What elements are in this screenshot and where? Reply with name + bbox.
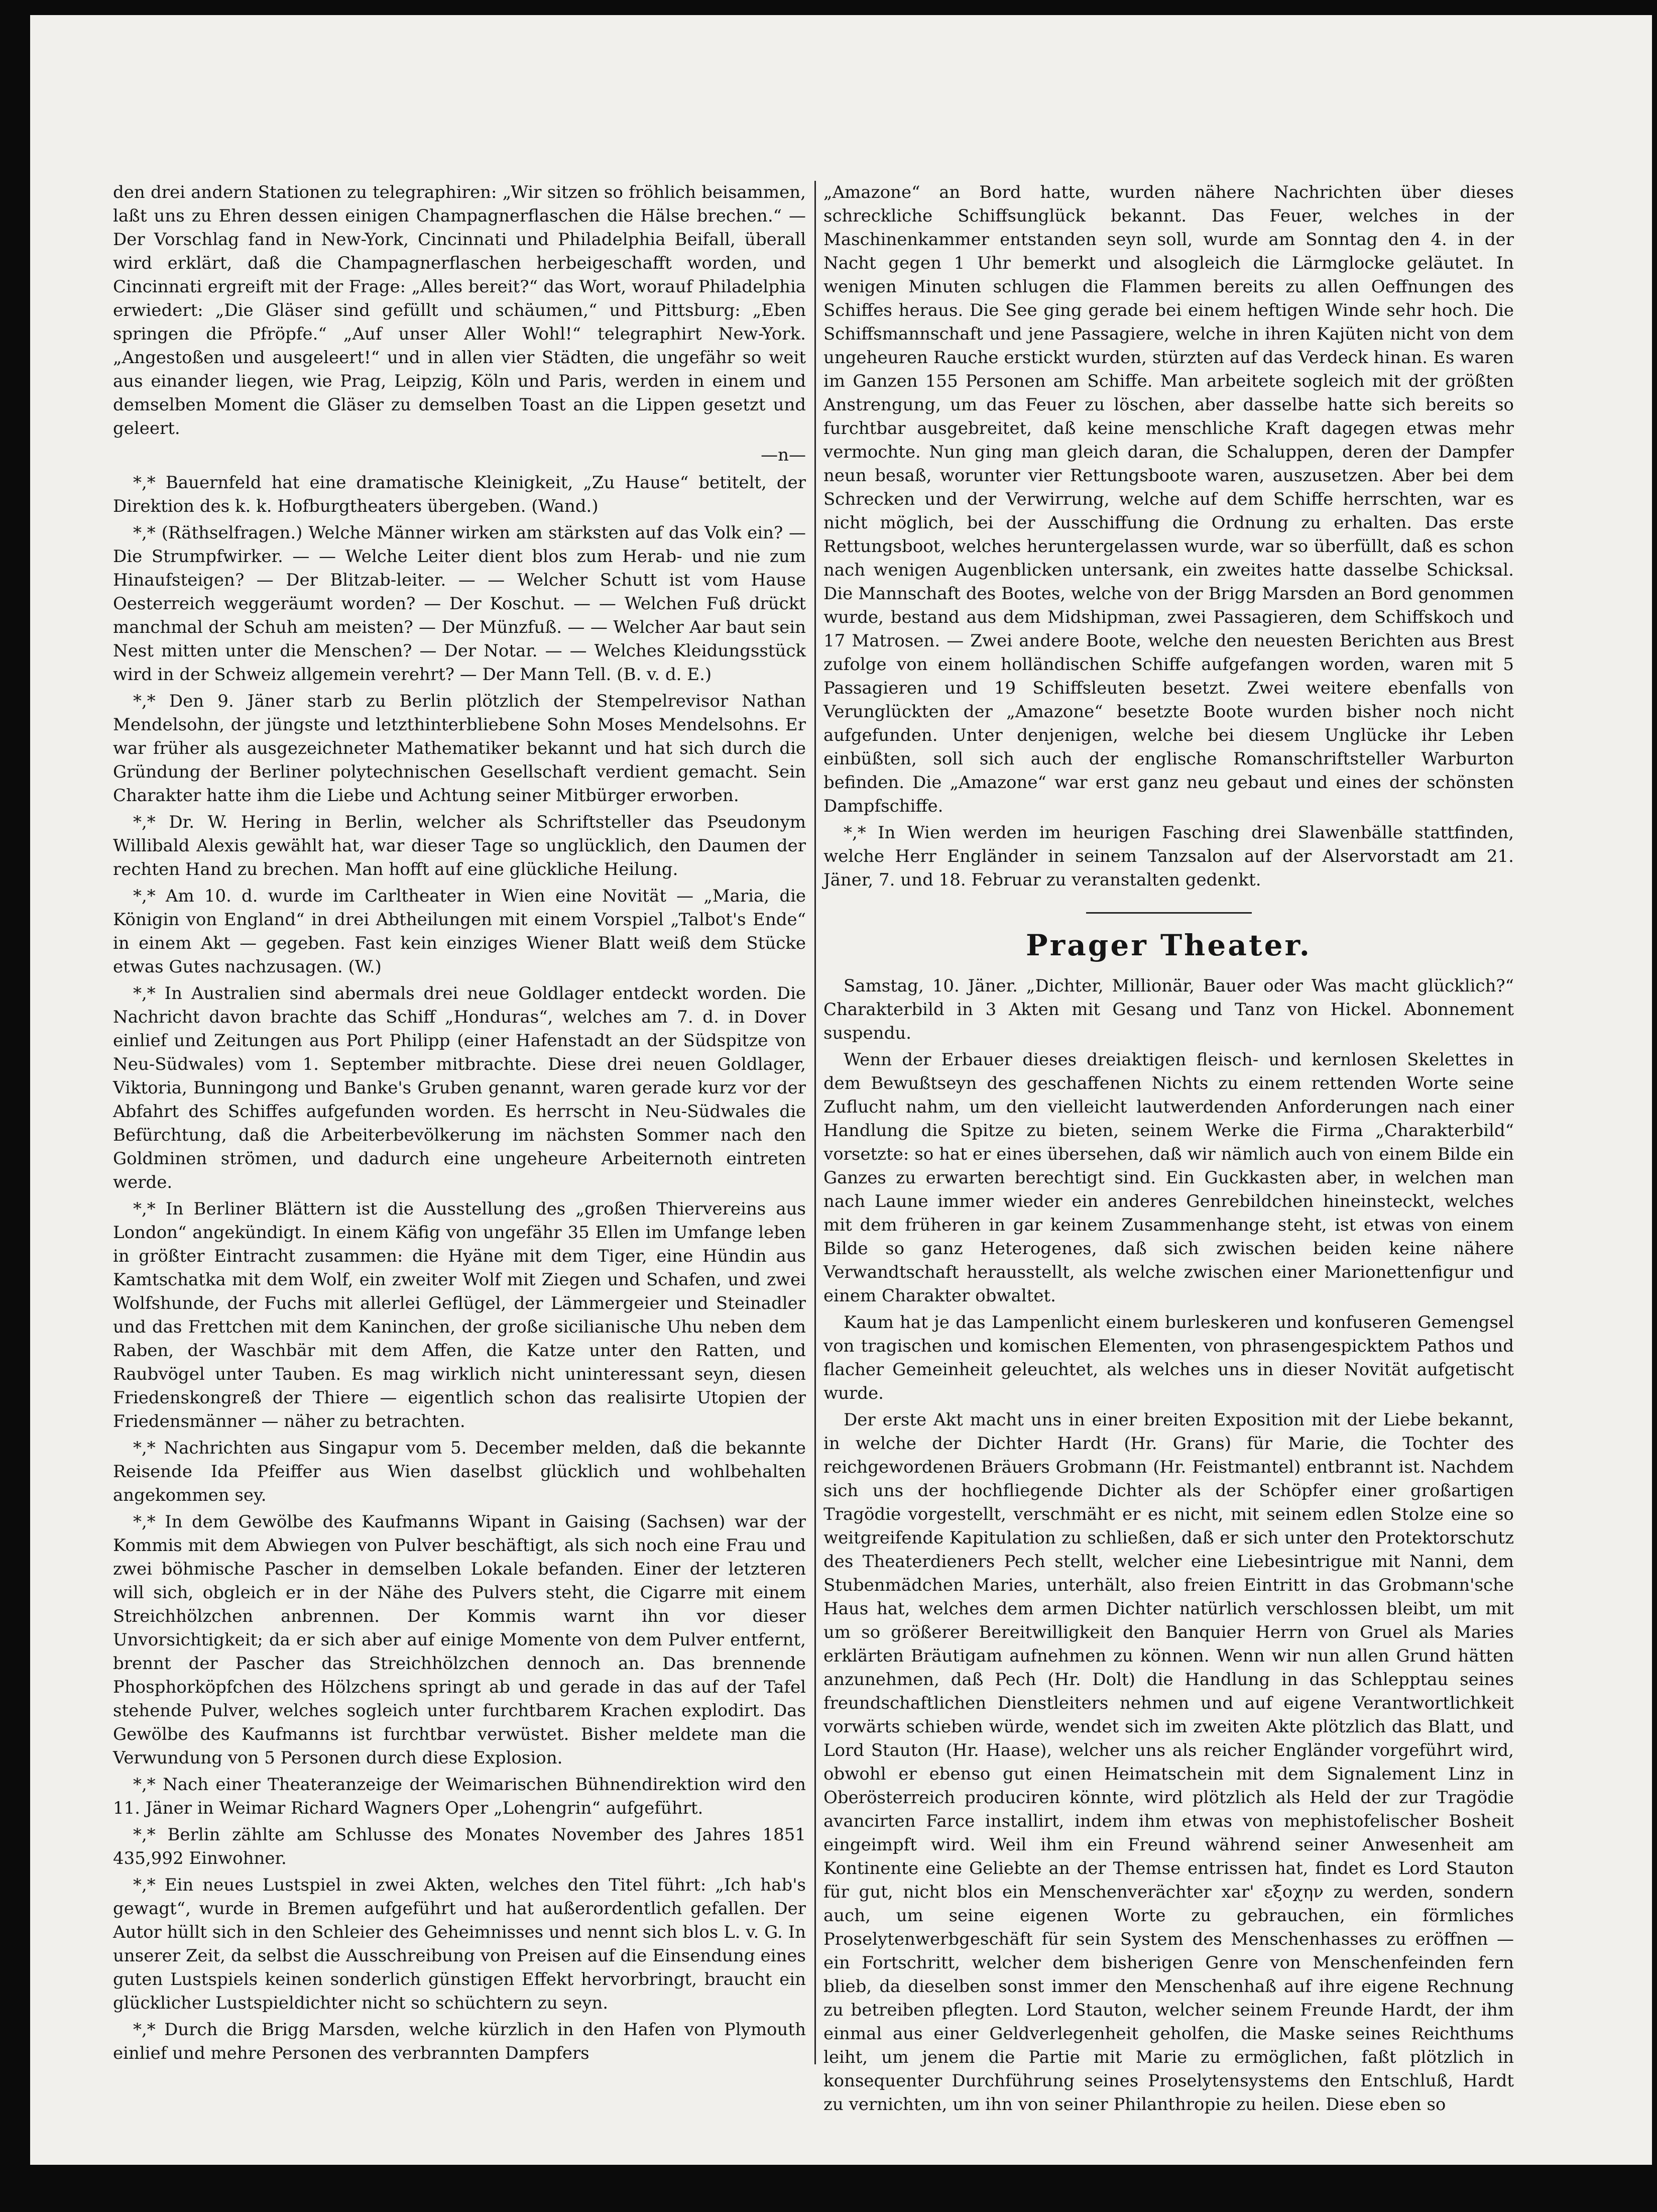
right-column (823, 181, 1514, 2120)
paragraph: „Amazone“ an Bord hatte, wurden nähere Nachrichten über dieses schreckliche Schiffsunglück bekannt. Das Feuer, welches in der Maschinenkammer entstanden seyn soll, wurde am Sonntag den 4. in der Nacht gegen 1 Uhr bemerkt und alsogleich die Lärmglocke geläutet. In wenigen Minuten schlugen die Flammen bereits zu allen Oeffnungen des Schiffes heraus. Die See ging gerade bei einem heftigen Winde sehr hoch. Die Schiffsmannschaft und jene Passagiere, welche in ihren Kajüten nicht von dem ungeheuren Rauche erstickt wurden, stürzten auf das Verdeck hinan. Es waren im Ganzen 155 Personen am Schiffe. Man arbeitete sogleich mit der größten Anstrengung, um das Feuer zu löschen, aber dasselbe hatte sich bereits so furchtbar ausgebreitet, daß keine menschliche Kraft dagegen etwas mehr vermochte. Nun ging man gleich daran, die Schaluppen, deren der Dampfer neun besaß, worunter vier Rettungsboote waren, auszusetzen. Aber bei dem Schrecken und der Verwirrung, welche auf dem Schiffe herrschten, war es nicht möglich, bei der Ausschiffung die Ordnung zu erhalten. Das erste Rettungsboot, welches heruntergelassen wurde, war so überfüllt, daß es schon nach wenigen Augenblicken untersank, ein zweites hatte dasselbe Schicksal. Die Mannschaft des Bootes, welche von der Brigg Marsden an Bord genommen wurde, bestand aus dem Midshipman, zwei Passagieren, dem Schiffskoch und 17 Matrosen. — Zwei andere Boote, welche den neuesten Berichten aus Brest zufolge von einem holländischen Schiffe aufgefangen worden, waren mit 5 Passagieren und 19 Schiffsleuten besetzt. Zwei weitere ebenfalls von Verunglückten der „Amazone“ besetzte Boote wurden bisher noch nicht aufgefunden. Unter denjenigen, welche bei diesem Unglücke ihr Leben einbüßten, soll sich auch der englische Romanschriftsteller Warburton befinden. Die „Amazone“ war erst ganz neu gebaut und eines der schönsten Dampfschiffe. (823, 182, 1514, 816)
paragraph: Der erste Akt macht uns in einer breiten Exposition mit der Liebe bekannt, in welche der Dichter Hardt (Hr. Grans) für Marie, die Tochter des reichgewordenen Bräuers Grobmann (Hr. Feistmantel) entbrannt ist. Nachdem sich uns der hochfliegende Dichter als der Schöpfer einer großartigen Tragödie vorgestellt, verschmäht er es nicht, mit seinem edlen Stolze eine so weitgreifende Kapitulation zu schließen, daß er sich unter den Protektorschutz des Theaterdieners Pech stellt, welcher eine Liebesintrigue mit Nanni, dem Stubenmädchen Maries, unterhält, also freien Eintritt in das Grobmann'sche Haus hat, welches dem armen Dichter natürlich verschlossen bleibt, um mit um so größerer Bereitwilligkeit den Banquier Herrn von Gruel als Maries erklärten Bräutigam aufnehmen zu können. Wenn wir nun allen Grund hätten anzunehmen, daß Pech (Hr. Dolt) die Handlung in das Schlepptau seines freundschaftlichen Dienstleiters nehmen und auf eigene Verantwortlichkeit vorwärts schieben würde, wendet sich im zweiten Akte plötzlich das Blatt, und Lord Stauton (Hr. Haase), welcher uns als reicher Engländer vorgeführt wird, obwohl er ebenso gut einen Heimatschein mit dem Signalement Linz in Oberösterreich produciren könnte, wird plötzlich als Held der zur Tragödie avancirten Farce installirt, indem ihm etwas von mephistofelischer Bosheit eingeimpft wird. Weil ihm ein Freund während seiner Anwesenheit am Kontinente eine Geliebte an der Themse entrissen hat, findet es Lord Stauton für gut, nicht blos ein Menschenverächter xar' εξοχην zu werden, sondern auch, um seine eigenen Worte zu gebrauchen, ein förmliches Proselytenwerbgeschäft für sein System des Menschenhasses zu eröffnen — ein Fortschritt, welcher dem bisherigen Genre von Menschenfeinden fern blieb, da dieselben sonst immer den Menschenhaß auf ihre eigene Rechnung zu betreiben pflegten. Lord Stauton, welcher seinem Freunde Hardt, der ihm einmal aus einer Geldverlegenheit geholfen, die Maske seines Reichthums leiht, um jenem die Partie mit Marie zu ermöglichen, faßt plötzlich in konsequenter Durchführung seines Proselytensystems den Entschluß, Hardt zu vernichten, um ihn von seiner Philanthropie zu heilen. Diese eben so (823, 1410, 1514, 2115)
paragraph: *,* Ein neues Lustspiel in zwei Akten, welches den Titel führt: „Ich hab's gewagt“, wurde in Bremen aufgeführt und hat außerordentlich gefallen. Der Autor hüllt sich in den Schleier des Geheimnisses und nennt sich blos L. v. G. In unserer Zeit, da selbst die Ausschreibung von Preisen auf die Einsendung eines guten Lustspiels keinen sonderlich günstigen Effekt hervorbringt, braucht ein glücklicher Lustspieldichter nicht so schüchtern zu seyn. (113, 1875, 806, 2013)
right-column-news (823, 181, 1514, 892)
paragraph: *,* Berlin zählte am Schlusse des Monates November des Jahres 1851 435,992 Einwohner. (113, 1825, 806, 1868)
paragraph: *,* Bauernfeld hat eine dramatische Kleinigkeit, „Zu Hause“ betitelt, der Direktion des k. k. Hofburgtheaters übergeben. (Wand.) (113, 473, 806, 516)
newspaper-page (30, 15, 1652, 2165)
paragraph: *,* Am 10. d. wurde im Carltheater in Wien eine Novität — „Maria, die Königin von England“ in drei Abtheilungen mit einem Vorspiel „Talbot's Ende“ in einem Akt — gegeben. Fast kein einziges Wiener Blatt weiß dem Stücke etwas Gutes nachzusagen. (W.) (113, 886, 806, 977)
paragraph: *,* Dr. W. Hering in Berlin, welcher als Schriftsteller das Pseudonym Willibald Alexis gewählt hat, war dieser Tage so unglücklich, den Daumen der rechten Hand zu brechen. Man hofft auf eine glückliche Heilung. (113, 812, 806, 879)
paragraph: den drei andern Stationen zu telegraphiren: „Wir sitzen so fröhlich beisammen, laßt uns zu Ehren dessen einigen Champagnerflaschen die Hälse brechen.“ — Der Vorschlag fand in New-York, Cincinnati und Philadelphia Beifall, überall wird erklärt, daß die Champagnerflaschen herbeigeschafft worden, und Cincinnati ergreift mit der Frage: „Alles bereit?“ das Wort, worauf Philadelphia erwiedert: „Die Gläser sind gefüllt und schäumen,“ und Pittsburg: „Eben springen die Pfröpfe.“ „Auf unser Aller Wohl!“ telegraphirt New-York. „Angestoßen und ausgeleert!“ und in allen vier Städten, die ungefähr so weit aus einander liegen, wie Prag, Leipzig, Köln und Paris, werden in einem und demselben Moment die Gläser zu demselben Toast an die Lippen gesetzt und geleert. (113, 182, 806, 438)
theater-review (823, 974, 1514, 2117)
section-title: Prager Theater. (1026, 928, 1312, 962)
paragraph: *,* In Wien werden im heurigen Fasching drei Slawenbälle stattfinden, welche Herr Engländer in seinem Tanzsalon auf der Alservorstadt am 21. Jäner, 7. und 18. Februar zu veranstalten gedenkt. (823, 823, 1514, 890)
paragraph: *,* (Räthselfragen.) Welche Männer wirken am stärksten auf das Volk ein? — Die Strumpfwirker. — — Welche Leiter dient blos zum Herab- und nie zum Hinaufsteigen? — Der Blitzab-leiter. — — Welcher Schutt ist vom Hause Oesterreich weggeräumt worden? — Der Koschut. — — Welchen Fuß drückt manchmal der Schuh am meisten? — Der Münzfuß. — — Welcher Aar baut sein Nest mitten unter die Menschen? — Der Notar. — — Welches Kleidungsstück wird in der Schweiz allgemein verehrt? — Der Mann Tell. (B. v. d. E.) (113, 523, 806, 685)
paragraph: *,* Durch die Brigg Marsden, welche kürzlich in den Hafen von Plymouth einlief und mehre Personen des verbrannten Dampfers (113, 2020, 806, 2063)
paragraph: *,* In dem Gewölbe des Kaufmanns Wipant in Gaising (Sachsen) war der Kommis mit dem Abwiegen von Pulver beschäftigt, als sich noch eine Frau und zwei böhmische Pascher in demselben Lokale befanden. Einer der letzteren will sich, obgleich er in der Nähe des Pulvers steht, die Cigarre mit einem Streichhölzchen anbrennen. Der Kommis warnt ihn vor dieser Unvorsichtigkeit; da er sich aber auf einige Momente von dem Pulver entfernt, brennt der Pascher das Streichhölzchen dennoch an. Das brennende Phosphorköpfchen des Hölzchens springt ab und gerade in das auf der Tafel stehende Pulver, welches sogleich unter furchtbarem Krachen explodirt. Das Gewölbe des Kaufmanns ist furchtbar verwüstet. Bisher meldete man die Verwundung von 5 Personen durch diese Explosion. (113, 1512, 806, 1768)
paragraph: *,* Nachrichten aus Singapur vom 5. December melden, daß die bekannte Reisende Ida Pfeiffer aus Wien daselbst glücklich und wohlbehalten angekommen sey. (113, 1438, 806, 1505)
paragraph: *,* Den 9. Jäner starb zu Berlin plötzlich der Stempelrevisor Nathan Mendelsohn, der jüngste und letzthinterbliebene Sohn Moses Mendelsohns. Er war früher als ausgezeichneter Mathematiker bekannt und hat sich durch die Gründung der Berliner polytechnischen Gesellschaft verdient gemacht. Sein Charakter hatte ihm die Liebe und Achtung seiner Mitbürger erworben. (113, 691, 806, 806)
section-divider (1086, 912, 1252, 914)
paragraph: *,* In Australien sind abermals drei neue Goldlager entdeckt worden. Die Nachricht davon brachte das Schiff „Honduras“, welches am 7. d. in Dover einlief und Zeitungen aus Port Philipp (einer Hafenstadt an der Südspitze von Neu-Südwales) vom 1. September mitbrachte. Diese drei neuen Goldlager, Viktoria, Bunningong und Banke's Gruben genannt, waren gerade kurz vor der Abfahrt des Schiffes aufgefunden worden. Es herrscht in Neu-Südwales die Befürchtung, daß die Arbeiterbevölkerung im nächsten Sommer nach den Goldminen strömen, und dadurch eine ungeheure Arbeiternoth eintreten werde. (113, 983, 806, 1192)
paragraph: *,* Nach einer Theateranzeige der Weimarischen Bühnendirektion wird den 11. Jäner in Weimar Richard Wagners Oper „Lohengrin“ aufgeführt. (113, 1775, 806, 1818)
column-rule (814, 181, 816, 2064)
signature: —n— (761, 445, 806, 465)
paragraph: Samstag, 10. Jäner. „Dichter, Millionär, Bauer oder Was macht glücklich?“ Charakterbild in 3 Akten mit Gesang und Tanz von Hickel. Abonnement suspendu. (823, 976, 1514, 1043)
paragraph: *,* In Berliner Blättern ist die Ausstellung des „großen Thiervereins aus London“ angekündigt. In einem Käfig von ungefähr 35 Ellen im Umfange leben in größter Eintracht zusammen: die Hyäne mit dem Tiger, eine Hündin aus Kamtschatka mit dem Wolf, ein zweiter Wolf mit Ziegen und Schafen, und zwei Wolfshunde, der Fuchs mit allerlei Geflügel, der Lämmergeier und Steinadler und das Frettchen mit dem Kaninchen, der große sicilianische Uhu neben dem Raben, der Waschbär mit dem Affen, die Katze unter den Ratten, und Raubvögel unter Tauben. Es mag wirklich nicht uninteressant seyn, diesen Friedenskongreß der Thiere — eigentlich schon das realisirte Utopien der Friedensmänner — näher zu betrachten. (113, 1199, 806, 1431)
paragraph: Wenn der Erbauer dieses dreiaktigen fleisch- und kernlosen Skelettes in dem Bewußtseyn des geschaffenen Nichts zu einem rettenden Worte seine Zuflucht nahm, um den vielleicht lautwerdenden Anforderungen nach einer Handlung die Spitze zu bieten, seinem Werke die Firma „Charakterbild“ vorsetzte: so hat er eines übersehen, daß wir nämlich auch von einem Bilde ein Ganzes zu erwarten berechtigt sind. Ein Guckkasten aber, in welchen man nach Laune immer wieder ein anderes Genrebildchen hineinsteckt, welches mit dem früheren in gar keinem Zusammenhange steht, ist etwas von einem Bilde so ganz Heterogenes, daß sich zwischen beiden keine nähere Verwandtschaft herausstellt, als welche zwischen einer Marionettenfigur und einem Charakter obwaltet. (823, 1050, 1514, 1306)
left-column (113, 181, 806, 2068)
paragraph: Kaum hat je das Lampenlicht einem burleskeren und konfuseren Gemengsel von tragischen und komischen Elementen, von phrasengespicktem Pathos und flacher Gemeinheit geleuchtet, als welches uns in dieser Novität aufgetischt wurde. (823, 1312, 1514, 1403)
